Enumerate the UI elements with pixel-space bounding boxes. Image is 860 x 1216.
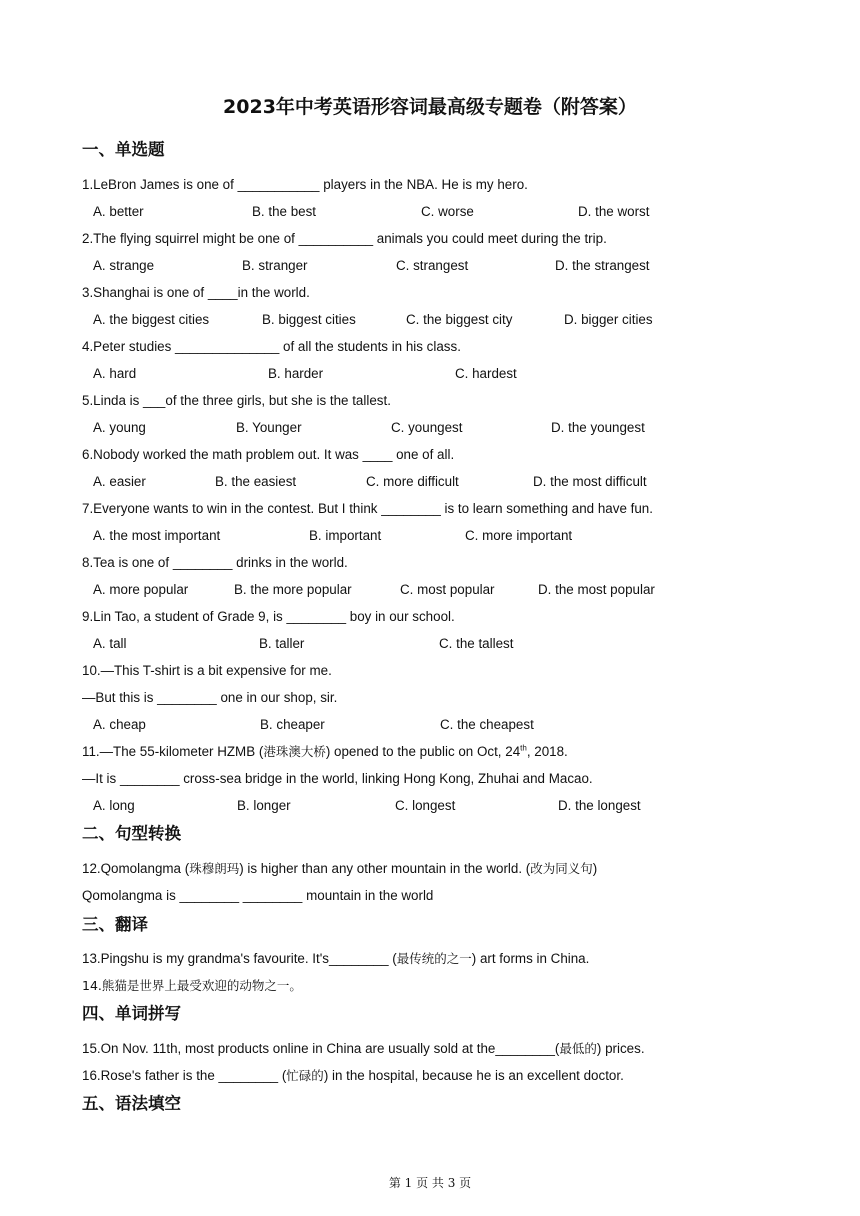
question-4-option-c: C. hardest <box>455 366 517 381</box>
section-heading-translation: 三、翻译 <box>82 915 148 934</box>
question-5-option-d: D. the youngest <box>551 420 645 435</box>
question-13-text-a: 13.Pingshu is my grandma's favourite. It's________ ( <box>82 951 397 966</box>
question-13-chinese-hint: 最传统的之一 <box>396 951 472 966</box>
section-heading-grammar-fill: 五、语法填空 <box>82 1094 181 1113</box>
question-9-option-c: C. the tallest <box>439 636 514 651</box>
question-12-chinese-term: 珠穆朗玛 <box>189 861 240 876</box>
question-6-option-d: D. the most difficult <box>533 474 647 489</box>
question-1-option-c: C. worse <box>421 204 474 219</box>
question-15-text-a: 15.On Nov. 11th, most products online in China are usually sold at the________( <box>82 1041 560 1056</box>
question-7-stem: 7.Everyone wants to win in the contest. But I think ________ is to learn something and have fun. <box>82 501 653 516</box>
question-5-option-b: B. Younger <box>236 420 302 435</box>
document-title: 2023年中考英语形容词最高级专题卷（附答案） <box>223 96 637 118</box>
question-14: 14.熊猫是世界上最受欢迎的动物之一。 <box>82 978 302 993</box>
question-5-option-a: A. young <box>93 420 146 435</box>
question-1-option-b: B. the best <box>252 204 317 219</box>
question-15 <box>82 1040 645 1058</box>
question-6-option-a: A. easier <box>93 474 146 489</box>
question-12-text-a: 12.Qomolangma ( <box>82 861 190 876</box>
question-11-text-a: 11.—The 55-kilometer HZMB ( <box>82 744 264 759</box>
section-heading-multiple-choice: 一、单选题 <box>82 140 165 159</box>
question-12-text-c: ) <box>592 861 598 876</box>
question-3-option-d: D. bigger cities <box>564 312 653 327</box>
question-9-option-b: B. taller <box>259 636 305 651</box>
question-9-stem: 9.Lin Tao, a student of Grade 9, is ________ boy in our school. <box>82 609 455 624</box>
question-16-chinese-hint: 忙碌的 <box>286 1068 324 1083</box>
question-2-option-d: D. the strangest <box>555 258 650 273</box>
question-16-text-a: 16.Rose's father is the ________ ( <box>82 1068 287 1083</box>
question-11-ordinal-suffix: th <box>520 743 527 753</box>
question-8-option-c: C. most popular <box>400 582 495 597</box>
question-4-stem: 4.Peter studies ______________ of all the students in his class. <box>82 339 461 354</box>
question-2-stem: 2.The flying squirrel might be one of __________ animals you could meet during the trip. <box>82 231 607 246</box>
question-6-stem: 6.Nobody worked the math problem out. It was ____ one of all. <box>82 447 455 462</box>
question-8-stem: 8.Tea is one of ________ drinks in the world. <box>82 555 348 570</box>
question-4-option-a: A. hard <box>93 366 137 381</box>
question-10-option-b: B. cheaper <box>260 717 325 732</box>
question-16 <box>82 1067 624 1085</box>
question-5-stem: 5.Linda is ___of the three girls, but she is the tallest. <box>82 393 391 408</box>
section-heading-word-spelling: 四、单词拼写 <box>82 1004 181 1023</box>
question-9-option-a: A. tall <box>93 636 127 651</box>
question-10-option-a: A. cheap <box>93 717 146 732</box>
section-heading-sentence-transformation: 二、句型转换 <box>82 824 181 843</box>
question-11-option-b: B. longer <box>237 798 291 813</box>
question-11-option-c: C. longest <box>395 798 456 813</box>
question-12-instruction: 改为同义句 <box>530 861 593 876</box>
question-11-text-b: ) opened to the public on Oct, 24 <box>325 744 521 759</box>
question-7-option-a: A. the most important <box>93 528 221 543</box>
question-8-option-d: D. the most popular <box>538 582 655 597</box>
question-13 <box>82 950 589 968</box>
question-7-option-c: C. more important <box>465 528 573 543</box>
question-12-line-2: Qomolangma is ________ ________ mountain in the world <box>82 888 434 903</box>
question-10-option-c: C. the cheapest <box>440 717 534 732</box>
question-12-text-b: ) is higher than any other mountain in the world. ( <box>239 861 531 876</box>
question-2-option-c: C. strangest <box>396 258 469 273</box>
question-3-stem: 3.Shanghai is one of ____in the world. <box>82 285 310 300</box>
question-11-option-d: D. the longest <box>558 798 641 813</box>
page-footer: 第 1 页 共 3 页 <box>388 1176 472 1190</box>
question-1-stem: 1.LeBron James is one of ___________ players in the NBA. He is my hero. <box>82 177 528 192</box>
question-5-option-c: C. youngest <box>391 420 463 435</box>
question-15-chinese-hint: 最低的 <box>559 1041 597 1056</box>
question-11-text-c: , 2018. <box>526 744 568 759</box>
question-4-option-b: B. harder <box>268 366 324 381</box>
question-6-option-c: C. more difficult <box>366 474 459 489</box>
question-12-line-1 <box>82 860 597 878</box>
question-11-line-2: —It is ________ cross-sea bridge in the world, linking Hong Kong, Zhuhai and Macao. <box>82 771 593 786</box>
question-8-option-b: B. the more popular <box>234 582 352 597</box>
question-3-option-b: B. biggest cities <box>262 312 356 327</box>
question-16-text-b: ) in the hospital, because he is an excellent doctor. <box>323 1068 624 1083</box>
question-2-option-b: B. stranger <box>242 258 308 273</box>
question-10-line-2: —But this is ________ one in our shop, sir. <box>82 690 338 705</box>
question-11-chinese-term: 港珠澳大桥 <box>263 744 326 759</box>
question-15-text-b: ) prices. <box>596 1041 645 1056</box>
question-7-option-b: B. important <box>309 528 382 543</box>
question-3-option-a: A. the biggest cities <box>93 312 210 327</box>
question-13-text-b: ) art forms in China. <box>471 951 590 966</box>
question-10-line-1: 10.—This T-shirt is a bit expensive for me. <box>82 663 332 678</box>
question-6-option-b: B. the easiest <box>215 474 297 489</box>
question-3-option-c: C. the biggest city <box>406 312 513 327</box>
question-8-option-a: A. more popular <box>93 582 189 597</box>
question-2-option-a: A. strange <box>93 258 155 273</box>
question-11-line-1 <box>82 743 568 761</box>
question-1-option-d: D. the worst <box>578 204 650 219</box>
question-1-option-a: A. better <box>93 204 144 219</box>
question-11-option-a: A. long <box>93 798 135 813</box>
